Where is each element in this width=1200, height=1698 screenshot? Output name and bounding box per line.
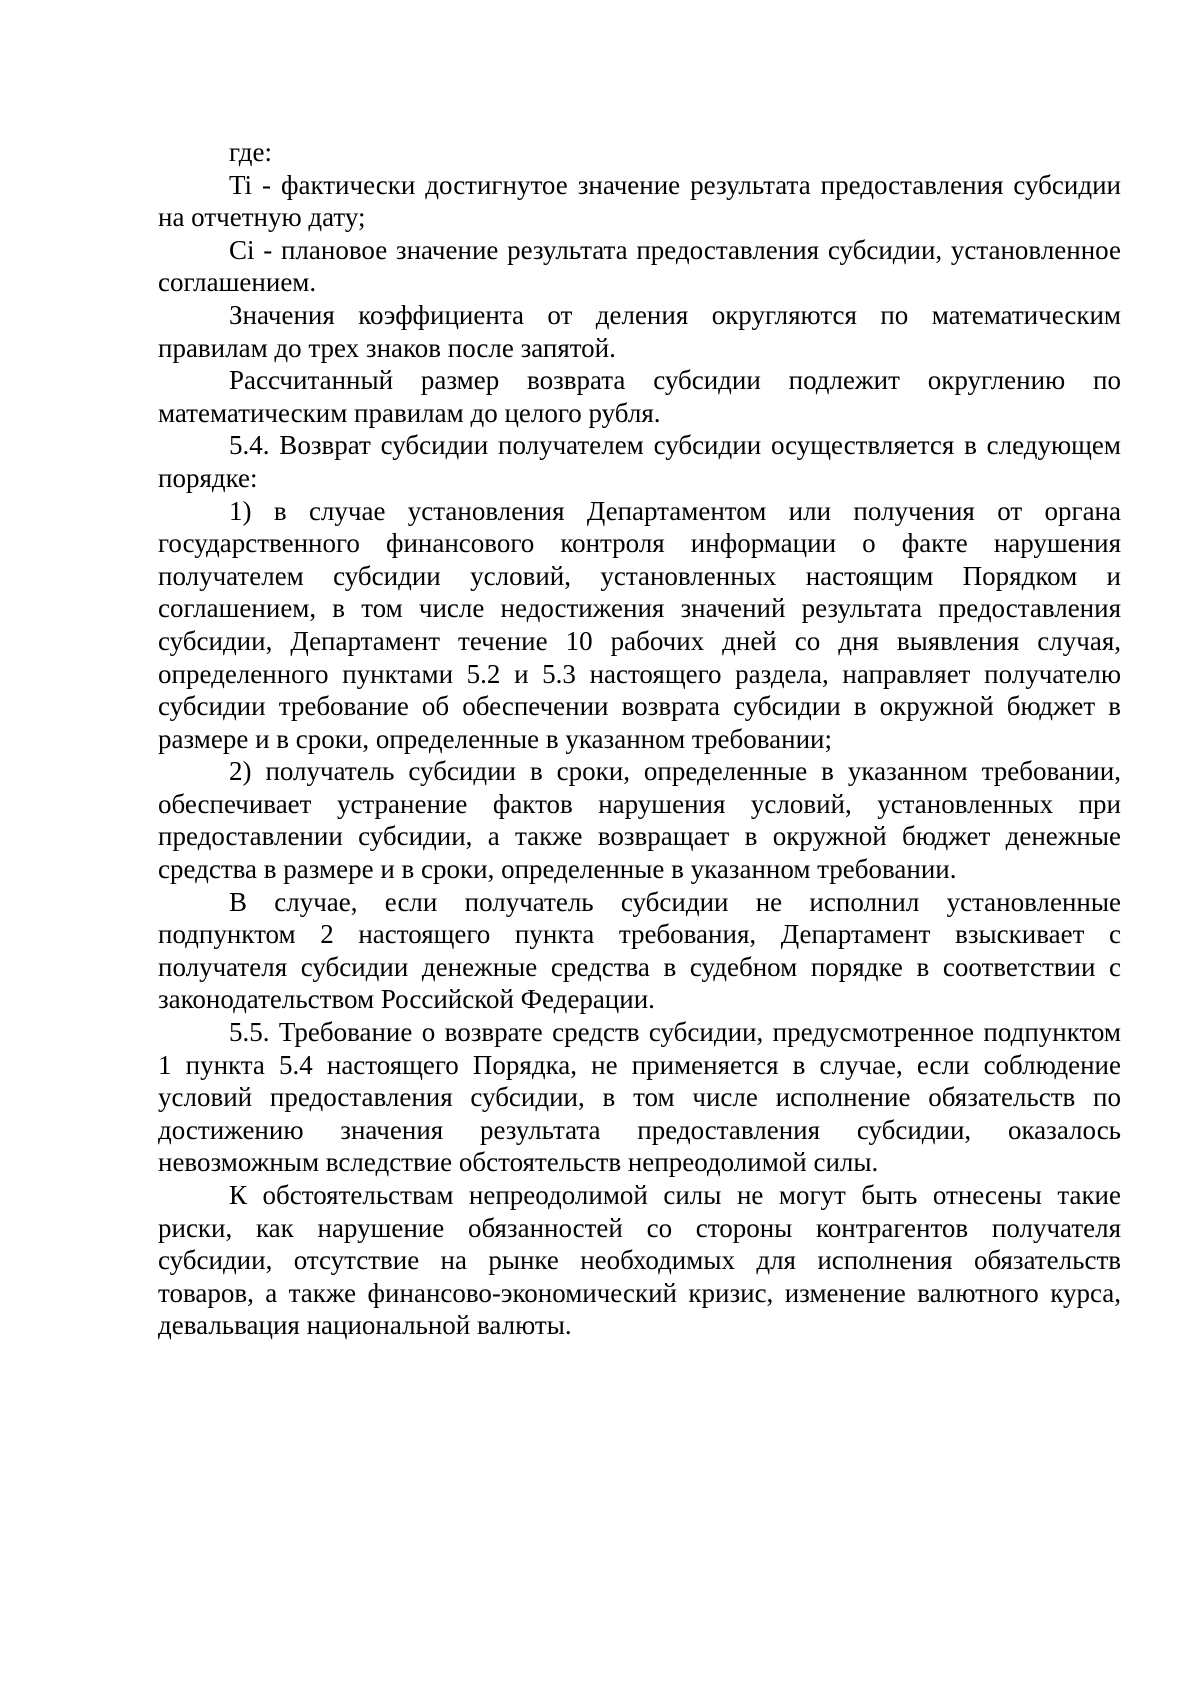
paragraph-where: где: [229,137,272,167]
paragraph-force-majeure: К обстоятельствам непреодолимой силы не могут быть отнесены такие риски, как нарушение обязанностей со стороны контрагентов получателя субсидии, отсутствие на рынке необходимых для исполнения обязательств товаров, а также финансово-экономический кризис, изменение валютного курса, девальвация национальной валюты. [158,1180,1121,1341]
paragraph-coefficient-rounding: Значения коэффициента от деления округляются по математическим правилам до трех знаков после запятой. [158,299,1121,363]
paragraph-clause-5-4: 5.4. Возврат субсидии получателем субсидии осуществляется в следующем порядке: [158,430,1121,493]
paragraph-ti-definition: Ti - фактически достигнутое значение результата предоставления субсидии на отчетную дату; [158,169,1121,233]
document-body [158,136,1121,1342]
paragraph-subclause-2: 2) получатель субсидии в сроки, определенные в указанном требовании, обеспечивает устранение фактов нарушения условий, установленных при предоставлении субсидии, а также возвращает в окружной бюджет денежные средства в размере и в сроки, определенные в указанном требовании. [158,756,1121,885]
paragraph-clause-5-5: 5.5. Требование о возврате средств субсидии, предусмотренное подпунктом 1 пункта 5.4 настоящего Порядка, не применяется в случае, если соблюдение условий предоставления субсидии, в том числе исполнение обязательств по достижению значения результата предоставления субсидии, оказалось невозможным вследствие обстоятельств непреодолимой силы. [158,1017,1121,1178]
paragraph-refund-rounding: Рассчитанный размер возврата субсидии подлежит округлению по математическим правилам до целого рубля. [158,365,1121,428]
paragraph-subclause-1: 1) в случае установления Департаментом или получения от органа государственного финансового контроля информации о факте нарушения получателем субсидии условий, установленных настоящим Порядком и соглашением, в том числе недостижения значений результата предоставления субсидии, Департамент течение 10 рабочих дней со дня выявления случая, определенного пунктами 5.2 и 5.3 настоящего раздела, направляет получателю субсидии требование об обеспечении возврата субсидии в окружной бюджет в размере и в сроки, определенные в указанном требовании; [158,495,1121,754]
paragraph-ci-definition: Ci - плановое значение результата предоставления субсидии, установленное соглашением. [158,234,1121,298]
paragraph-court-recovery: В случае, если получатель субсидии не исполнил установленные подпунктом 2 настоящего пункта требования, Департамент взыскивает с получателя субсидии денежные средства в судебном порядке в соответствии с законодательством Российской Федерации. [158,886,1121,1015]
